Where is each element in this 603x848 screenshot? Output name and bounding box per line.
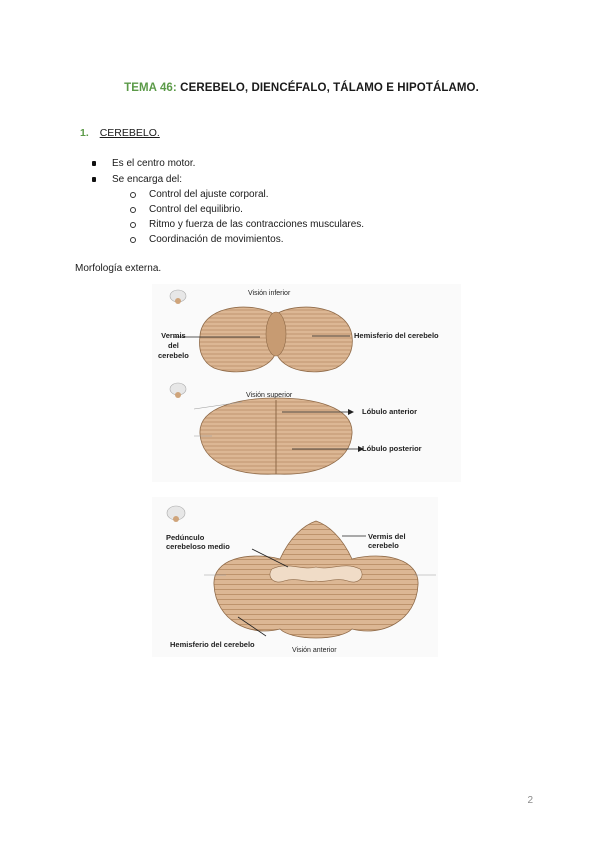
section-number: 1. [80,127,89,139]
brain-orientation-icon [167,506,185,522]
title-main: CEREBELO, DIENCÉFALO, TÁLAMO E HIPOTÁLAMO. [180,82,479,94]
sub-bullet-list [130,187,364,247]
sub-item-text: Control del ajuste corporal. [149,189,269,200]
bullet-list [92,156,195,187]
label-vermis [158,331,189,361]
circle-bullet-icon [130,237,136,243]
label-lobulo-anterior: Lóbulo anterior [362,407,417,416]
cerebellum-figure-anterior [152,497,438,657]
inferior-view-cerebellum [174,307,352,372]
label-lobulo-posterior: Lóbulo posterior [362,444,422,453]
label-view-inferior: Visión inferior [248,290,291,297]
bullet-text: Es el centro motor. [112,158,196,169]
label-hemisferio: Hemisferio del cerebelo [354,331,439,340]
sub-item-text: Ritmo y fuerza de las contracciones musculares. [149,219,365,230]
bullet-text: Se encarga del: [112,173,183,185]
bullet-icon [92,161,96,166]
section-label: CEREBELO. [99,127,160,139]
label-hemisferio-anterior: Hemisferio del cerebelo [170,640,255,649]
label-view-anterior: Visión anterior [292,647,337,654]
label-vermis-line2: del [168,341,179,350]
label-peduncle-line2: cerebeloso medio [166,542,230,551]
label-vermis-line3: cerebelo [158,351,189,360]
brain-orientation-icon [170,383,186,398]
list-item [92,156,195,172]
circle-bullet-icon [130,222,136,228]
morphology-label: Morfología externa. [75,263,162,274]
list-item [130,217,364,232]
circle-bullet-icon [130,207,136,213]
list-item [92,172,195,188]
section-heading [80,127,160,139]
label-view-superior: Visión superior [246,392,293,399]
cerebellum-anterior-illustration [152,497,438,657]
label-peduncle [166,533,230,551]
label-vermis-anterior: Vermis del cerebelo [368,532,406,550]
circle-bullet-icon [130,192,136,198]
page-number: 2 [527,795,533,806]
sub-item-text: Control del equilibrio. [149,204,243,215]
bullet-icon [92,177,96,182]
list-item [130,202,364,217]
page-title [0,82,603,94]
superior-view-cerebellum [194,398,364,474]
label-vermis-line1: Vermis [161,331,186,340]
list-item [130,187,364,202]
list-item [130,232,364,247]
label-peduncle-line1: Pedúnculo [166,533,205,542]
brain-orientation-icon [170,290,186,304]
cerebellum-figure-top [152,284,461,482]
title-prefix: TEMA 46: [124,82,177,94]
sub-item-text: Coordinación de movimientos. [149,234,284,245]
